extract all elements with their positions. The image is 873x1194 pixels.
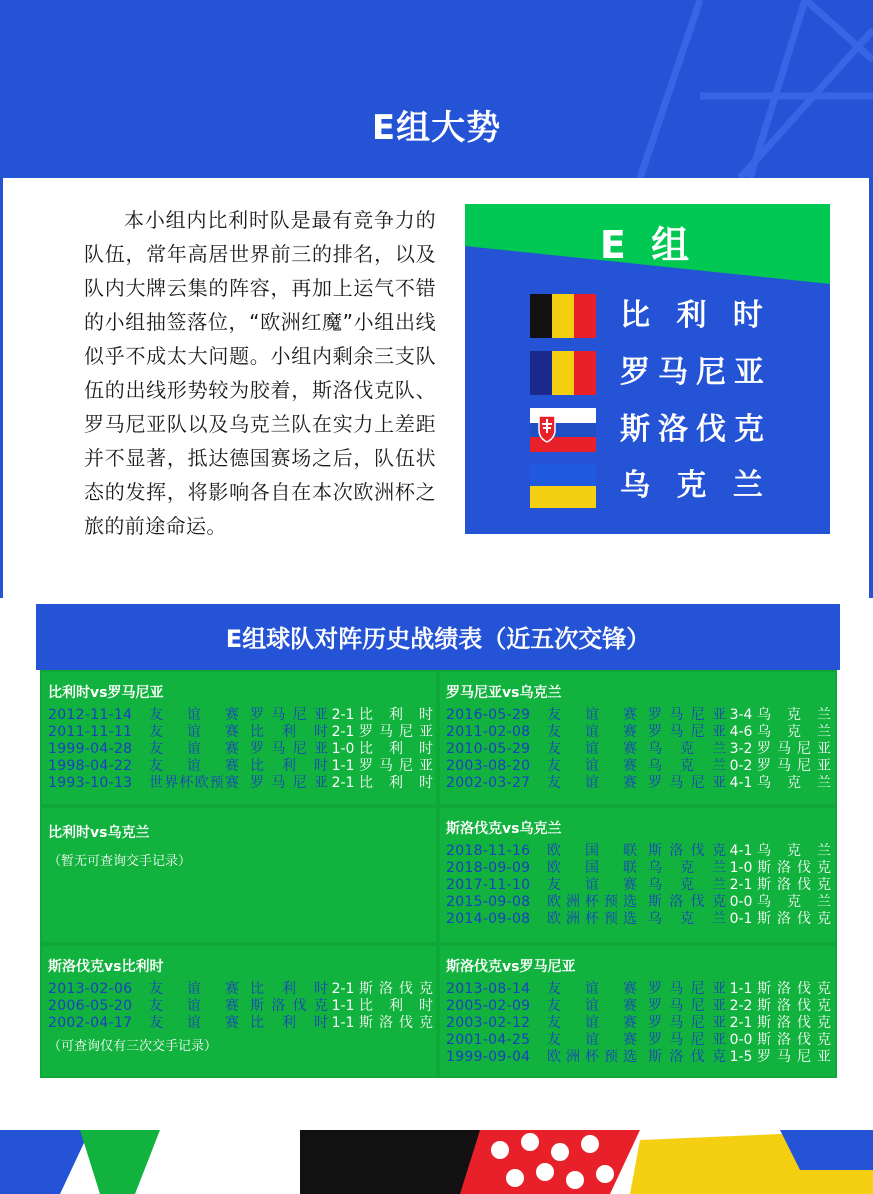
record-home: 比利时: [250, 981, 328, 997]
team-name: 斯洛伐克: [620, 412, 772, 447]
record-home: 乌克兰: [648, 741, 726, 757]
record-date: 2011-11-11: [48, 724, 133, 740]
slovakia-flag-icon: [530, 408, 596, 452]
record-competition: 友谊赛: [149, 724, 239, 740]
record-row: [446, 911, 831, 928]
record-home: 斯洛伐克: [648, 1049, 726, 1065]
record-competition: 欧洲杯预选: [547, 894, 637, 910]
group-card-title: E 组: [599, 223, 696, 267]
record-away: 罗马尼亚: [757, 1049, 831, 1065]
record-row: [446, 707, 831, 724]
record-date: 2018-11-16: [446, 843, 531, 859]
record-date: 1999-09-04: [446, 1049, 531, 1065]
matchup-cell: [42, 946, 436, 1076]
record-row: [48, 707, 433, 724]
record-score: 0-1: [729, 911, 753, 927]
matchup-title: 比利时vs罗马尼亚: [48, 685, 164, 701]
records-table-title: E组球队对阵历史战绩表（近五次交锋）: [36, 604, 840, 670]
page-header: [0, 0, 873, 178]
record-date: 2003-02-12: [446, 1015, 531, 1031]
record-date: 2012-11-14: [48, 707, 133, 723]
record-away: 比利时: [359, 998, 433, 1014]
record-away: 罗马尼亚: [359, 724, 433, 740]
matchup-cell: [42, 672, 436, 804]
record-away: 斯洛伐克: [757, 877, 831, 893]
record-away: 乌克兰: [757, 894, 831, 910]
record-away: 乌克兰: [757, 724, 831, 740]
record-row: [48, 724, 433, 741]
record-away: 罗马尼亚: [757, 758, 831, 774]
record-date: 2013-08-14: [446, 981, 531, 997]
matchup-title: 罗马尼亚vs乌克兰: [446, 685, 562, 701]
belgium-flag-icon: [530, 294, 596, 338]
record-competition: 世界杯欧预赛: [149, 775, 239, 791]
record-competition: 欧洲杯预选: [547, 911, 637, 927]
record-score: 2-1: [331, 707, 355, 723]
record-home: 乌克兰: [648, 911, 726, 927]
record-score: 4-1: [729, 843, 753, 859]
record-competition: 友谊赛: [547, 1032, 637, 1048]
record-score: 2-2: [729, 998, 753, 1014]
record-score: 4-6: [729, 724, 753, 740]
decorative-shapes-icon: [0, 1130, 873, 1194]
record-row: [446, 860, 831, 877]
record-competition: 友谊赛: [149, 998, 239, 1014]
record-away: 斯洛伐克: [757, 1015, 831, 1031]
romania-flag-icon: [530, 351, 596, 395]
record-away: 斯洛伐克: [757, 911, 831, 927]
matchup-title: 斯洛伐克vs乌克兰: [446, 821, 562, 837]
record-row: [446, 758, 831, 775]
record-score: 3-4: [729, 707, 753, 723]
record-away: 斯洛伐克: [757, 998, 831, 1014]
record-away: 斯洛伐克: [757, 1032, 831, 1048]
ukraine-flag-icon: [530, 464, 596, 508]
header-pattern-icon: [0, 0, 873, 178]
record-row: [446, 724, 831, 741]
record-competition: 友谊赛: [547, 981, 637, 997]
record-score: 0-0: [729, 894, 753, 910]
record-date: 2018-09-09: [446, 860, 531, 876]
team-name: 比 利 时: [620, 298, 771, 333]
record-competition: 友谊赛: [547, 724, 637, 740]
record-score: 3-2: [729, 741, 753, 757]
record-date: 2017-11-10: [446, 877, 531, 893]
record-home: 罗马尼亚: [648, 724, 726, 740]
right-border-stripe: [869, 178, 873, 598]
matchup-title: 斯洛伐克vs罗马尼亚: [446, 959, 576, 975]
record-date: 2002-04-17: [48, 1015, 133, 1031]
record-row: [446, 877, 831, 894]
record-row: [446, 1032, 831, 1049]
record-score: 1-0: [729, 860, 753, 876]
record-row: [48, 758, 433, 775]
matchup-title: 比利时vs乌克兰: [48, 825, 150, 841]
matchup-cell: [440, 808, 835, 942]
bottom-decoration: [0, 1130, 873, 1194]
record-competition: 友谊赛: [547, 758, 637, 774]
record-home: 罗马尼亚: [250, 741, 328, 757]
record-competition: 欧国联: [547, 860, 637, 876]
record-away: 乌克兰: [757, 843, 831, 859]
record-row: [48, 998, 433, 1015]
record-away: 斯洛伐克: [359, 1015, 433, 1031]
matchup-cell: [440, 946, 835, 1076]
record-competition: 友谊赛: [547, 1015, 637, 1031]
record-competition: 友谊赛: [149, 707, 239, 723]
record-row: [446, 894, 831, 911]
matchup-cell: [440, 672, 835, 804]
record-competition: 友谊赛: [547, 877, 637, 893]
team-row-slovakia: [530, 408, 830, 454]
record-home: 斯洛伐克: [648, 843, 726, 859]
record-competition: 欧洲杯预选: [547, 1049, 637, 1065]
intro-paragraph: 本小组内比利时队是最有竞争力的队伍，常年高居世界前三的排名，以及队内大牌云集的阵容，再加上运气不错的小组抽签落位，“欧洲红魔”小组出线似乎不成太大问题。小组内剩余三支队伍的出线形势较为胶着，斯洛伐克队、罗马尼亚队以及乌克兰队在实力上差距并不显著，抵达德国赛场之后，队伍状态的发挥，将影响各自在本次欧洲杯之旅的前途命运。: [84, 208, 436, 538]
record-away: 斯洛伐克: [757, 860, 831, 876]
record-score: 1-1: [729, 981, 753, 997]
record-score: 1-1: [331, 758, 355, 774]
record-competition: 友谊赛: [547, 707, 637, 723]
record-away: 比利时: [359, 775, 433, 791]
left-border-stripe: [0, 178, 3, 598]
record-date: 2005-02-09: [446, 998, 531, 1014]
record-date: 2016-05-29: [446, 707, 531, 723]
record-away: 斯洛伐克: [359, 981, 433, 997]
record-date: 2015-09-08: [446, 894, 531, 910]
record-date: 1999-04-28: [48, 741, 133, 757]
record-away: 乌克兰: [757, 707, 831, 723]
team-name: 罗马尼亚: [620, 355, 772, 390]
record-competition: 友谊赛: [547, 998, 637, 1014]
record-date: 2006-05-20: [48, 998, 133, 1014]
record-score: 2-1: [331, 981, 355, 997]
record-date: 2013-02-06: [48, 981, 133, 997]
record-row: [48, 1015, 433, 1032]
records-table: [40, 670, 837, 1078]
record-home: 比利时: [250, 724, 328, 740]
record-score: 1-0: [331, 741, 355, 757]
record-row: [48, 981, 433, 998]
record-away: 罗马尼亚: [359, 758, 433, 774]
matchup-note: （暂无可查询交手记录）: [48, 854, 192, 869]
record-competition: 友谊赛: [547, 775, 637, 791]
record-home: 罗马尼亚: [250, 707, 328, 723]
record-home: 罗马尼亚: [648, 981, 726, 997]
record-home: 罗马尼亚: [648, 707, 726, 723]
record-date: 1993-10-13: [48, 775, 133, 791]
record-competition: 友谊赛: [149, 981, 239, 997]
record-row: [446, 981, 831, 998]
team-row-romania: [530, 351, 830, 397]
page-title: E组大势: [371, 108, 502, 148]
record-home: 罗马尼亚: [648, 1015, 726, 1031]
record-date: 2010-05-29: [446, 741, 531, 757]
record-row: [48, 775, 433, 792]
record-home: 比利时: [250, 758, 328, 774]
record-competition: 友谊赛: [149, 1015, 239, 1031]
record-away: 斯洛伐克: [757, 981, 831, 997]
record-home: 罗马尼亚: [250, 775, 328, 791]
record-away: 比利时: [359, 707, 433, 723]
record-date: 2001-04-25: [446, 1032, 531, 1048]
record-competition: 友谊赛: [149, 758, 239, 774]
record-score: 0-0: [729, 1032, 753, 1048]
record-home: 比利时: [250, 1015, 328, 1031]
record-home: 乌克兰: [648, 758, 726, 774]
record-home: 乌克兰: [648, 877, 726, 893]
team-row-belgium: [530, 294, 830, 340]
record-score: 2-1: [331, 775, 355, 791]
record-score: 2-1: [729, 877, 753, 893]
record-competition: 友谊赛: [547, 741, 637, 757]
record-row: [446, 843, 831, 860]
record-competition: 欧国联: [547, 843, 637, 859]
record-date: 2002-03-27: [446, 775, 531, 791]
team-name: 乌 克 兰: [620, 468, 771, 503]
record-date: 2014-09-08: [446, 911, 531, 927]
record-row: [446, 741, 831, 758]
record-home: 罗马尼亚: [648, 1032, 726, 1048]
record-home: 斯洛伐克: [648, 894, 726, 910]
record-away: 比利时: [359, 741, 433, 757]
team-row-ukraine: [530, 464, 830, 510]
record-score: 1-1: [331, 998, 355, 1014]
record-away: 乌克兰: [757, 775, 831, 791]
record-score: 0-2: [729, 758, 753, 774]
record-home: 乌克兰: [648, 860, 726, 876]
matchup-title: 斯洛伐克vs比利时: [48, 959, 164, 975]
record-home: 罗马尼亚: [648, 998, 726, 1014]
record-home: 斯洛伐克: [250, 998, 328, 1014]
record-away: 罗马尼亚: [757, 741, 831, 757]
matchup-cell: [42, 808, 436, 942]
record-row: [446, 775, 831, 792]
record-date: 2003-08-20: [446, 758, 531, 774]
record-score: 4-1: [729, 775, 753, 791]
record-row: [446, 998, 831, 1015]
record-row: [48, 741, 433, 758]
record-competition: 友谊赛: [149, 741, 239, 757]
record-date: 2011-02-08: [446, 724, 531, 740]
record-score: 2-1: [729, 1015, 753, 1031]
matchup-note: （可查询仅有三次交手记录）: [48, 1039, 218, 1054]
record-score: 1-1: [331, 1015, 355, 1031]
record-row: [446, 1049, 831, 1066]
record-score: 1-5: [729, 1049, 753, 1065]
record-date: 1998-04-22: [48, 758, 133, 774]
record-home: 罗马尼亚: [648, 775, 726, 791]
record-score: 2-1: [331, 724, 355, 740]
record-row: [446, 1015, 831, 1032]
